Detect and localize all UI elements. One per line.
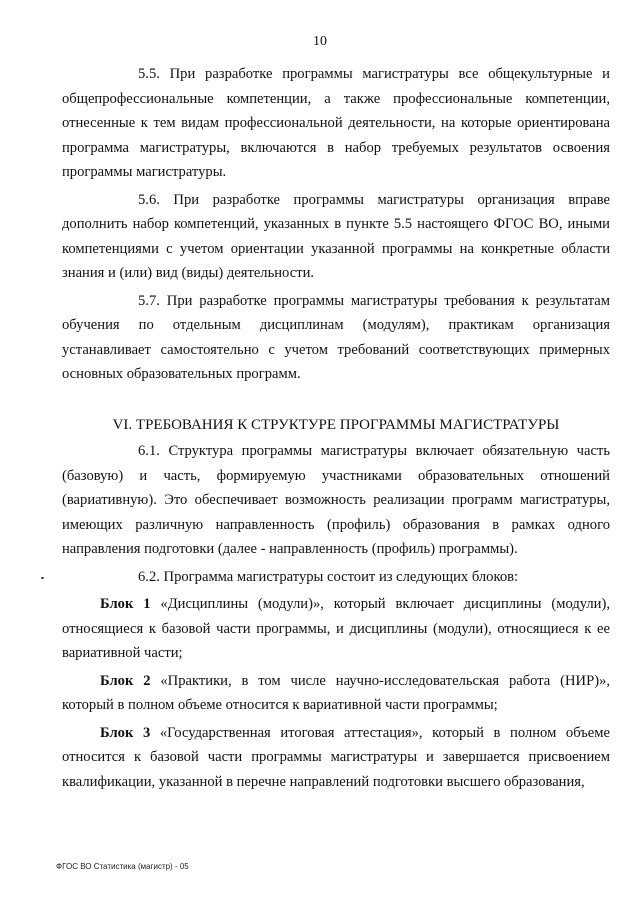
- block-label: Блок 3: [100, 724, 151, 741]
- paragraph-text: При разработке программы магистратуры все общекультурные и общепрофессиональные компетенции, а также профессиональные компетенции, отнесенные к тем видам профессиональной деятельности, на которые ориентирована программа магистратуры, включаются в набор требуемых результатов освоения программы магистратуры.: [62, 66, 610, 180]
- block-3-paragraph: [62, 721, 610, 795]
- block-text: «Практики, в том числе научно-исследовательская работа (НИР)», который в полном объеме относится к вариативной части программы;: [62, 672, 610, 713]
- paragraph-text: Структура программы магистратуры включает обязательную часть (базовую) и часть, формируемую участниками образовательных отношений (вариативную). Это обеспечивает возможность реализации программ магистратуры, имеющих различную направленность (профиль) образования в рамках одного направления подготовки (далее - направленность (профиль) программы).: [62, 443, 610, 557]
- paragraph-number: 5.6.: [138, 191, 160, 208]
- paragraph-number: 6.1.: [138, 443, 160, 459]
- paragraph-6-2: [62, 565, 610, 590]
- paragraph-number: 5.7.: [138, 292, 160, 309]
- section-heading: VI. ТРЕБОВАНИЯ К СТРУКТУРЕ ПРОГРАММЫ МАГИСТРАТУРЫ: [112, 416, 560, 433]
- paragraph-text: Программа магистратуры состоит из следующих блоков:: [163, 568, 519, 585]
- paragraph-number: 6.2.: [138, 568, 160, 585]
- block-1-paragraph: [62, 592, 610, 666]
- paragraph-6-1: [62, 439, 610, 562]
- paragraph-5-7: [62, 289, 610, 387]
- block-2-paragraph: [62, 669, 610, 718]
- block-text: «Государственная итоговая аттестация», который в полном объеме относится к базовой части программы магистратуры и завершается присвоением квалификации, указанной в перечне направлений подготовки высшего образования,: [62, 724, 610, 790]
- paragraph-5-6: [62, 188, 610, 286]
- paragraph-text: При разработке программы магистратуры требования к результатам обучения по отдельным дисциплинам (модулям), практикам организация устанавливает самостоятельно с учетом требований соответствующих примерных основных образовательных программ.: [62, 292, 610, 382]
- paragraph-5-5: [62, 62, 610, 185]
- paragraph-text: При разработке программы магистратуры организация вправе дополнить набор компетенций, указанных в пункте 5.5 настоящего ФГОС ВО, иными компетенциями с учетом ориентации указанной программы на конкретные области знания и (или) вид (виды) деятельности.: [62, 191, 610, 281]
- block-text: «Дисциплины (модули)», который включает дисциплины (модули), относящиеся к базовой части программы, и дисциплины (модули), относящиеся к ее вариативной части;: [62, 596, 610, 661]
- block-label: Блок 2: [100, 672, 151, 689]
- footer-caption: ФГОС ВО Статистика (магистр) - 05: [56, 862, 189, 871]
- block-label: Блок 1: [100, 596, 151, 612]
- page-number: 10: [313, 34, 327, 49]
- scan-speck: [41, 577, 44, 579]
- document-body: [62, 62, 610, 797]
- paragraph-number: 5.5.: [138, 66, 160, 82]
